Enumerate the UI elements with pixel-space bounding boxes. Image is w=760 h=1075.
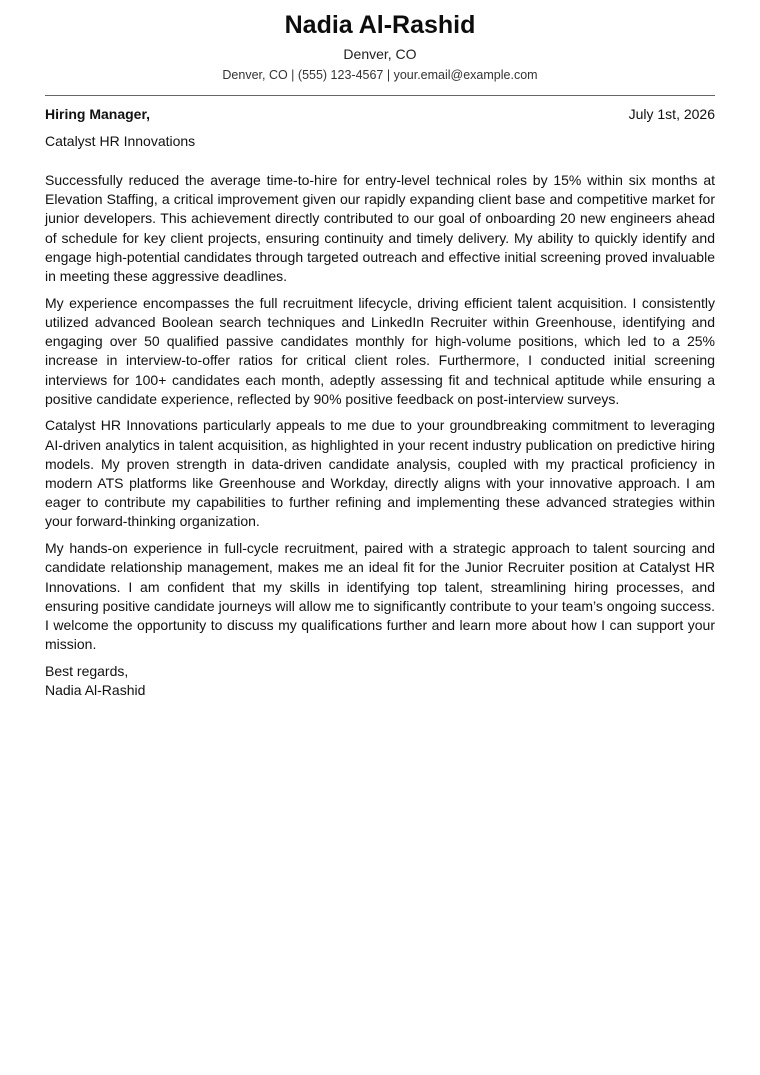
header-divider <box>45 95 715 96</box>
letter-date: July 1st, 2026 <box>628 106 715 122</box>
signature-name: Nadia Al-Rashid <box>45 682 146 699</box>
letter-closing <box>45 662 715 700</box>
recipient-row <box>45 105 715 123</box>
recipient-company: Catalyst HR Innovations <box>45 133 196 149</box>
body-paragraph: Catalyst HR Innovations particularly appeals to me due to your groundbreaking commitment to leveraging AI-driven analytics in talent acquisition, as highlighted in your recent industry publication on predictive hiring models. My proven strength in data-driven candidate analysis, coupled with my practical proficiency in modern ATS platforms like Greenhouse and Workday, directly aligns with your innovative approach. I am eager to contribute my capabilities to further refining and implementing these advanced strategies within your forward-thinking organization. <box>45 417 715 530</box>
recipient-salutation: Hiring Manager, <box>45 106 151 122</box>
applicant-location: Denver, CO <box>343 46 417 62</box>
body-paragraph: My experience encompasses the full recruitment lifecycle, driving efficient talent acquisition. I consistently utilized advanced Boolean search techniques and LinkedIn Recruiter within Greenhouse, identifying and engaging over 50 qualified passive candidates monthly for high-volume positions, which led to a 25% increase in interview-to-offer ratios for critical client roles. Furthermore, I conducted initial screening interviews for 100+ candidates each month, adeptly assessing fit and technical aptitude while ensuring a positive candidate experience, reflected by 90% positive feedback on post-interview surveys. <box>45 294 715 407</box>
body-paragraph: Successfully reduced the average time-to-hire for entry-level technical roles by 15% within six months at Elevation Staffing, a critical improvement given our rapidly expanding client base and competitive market for junior developers. This achievement directly contributed to our goal of onboarding 20 new engineers ahead of schedule for key client projects, ensuring continuity and timely delivery. My ability to quickly identify and engage high-potential candidates through targeted outreach and effective initial screening proved invaluable in meeting these aggressive deadlines. <box>45 172 715 285</box>
body-paragraph: My hands-on experience in full-cycle recruitment, paired with a strategic approach to talent sourcing and candidate relationship management, makes me an ideal fit for the Junior Recruiter position at Catalyst HR Innovations. I am confident that my skills in identifying top talent, streamlining hiring processes, and ensuring positive candidate journeys will allow me to significantly contribute to your team’s ongoing success. I welcome the opportunity to discuss my qualifications further and learn more about how I can support your mission. <box>45 540 715 653</box>
letter-body <box>45 171 715 654</box>
sign-off: Best regards, <box>45 662 129 679</box>
applicant-contact-line: Denver, CO | (555) 123-4567 | your.email@example.com <box>222 68 538 82</box>
letter-header <box>45 10 715 83</box>
applicant-name: Nadia Al-Rashid <box>284 11 476 39</box>
